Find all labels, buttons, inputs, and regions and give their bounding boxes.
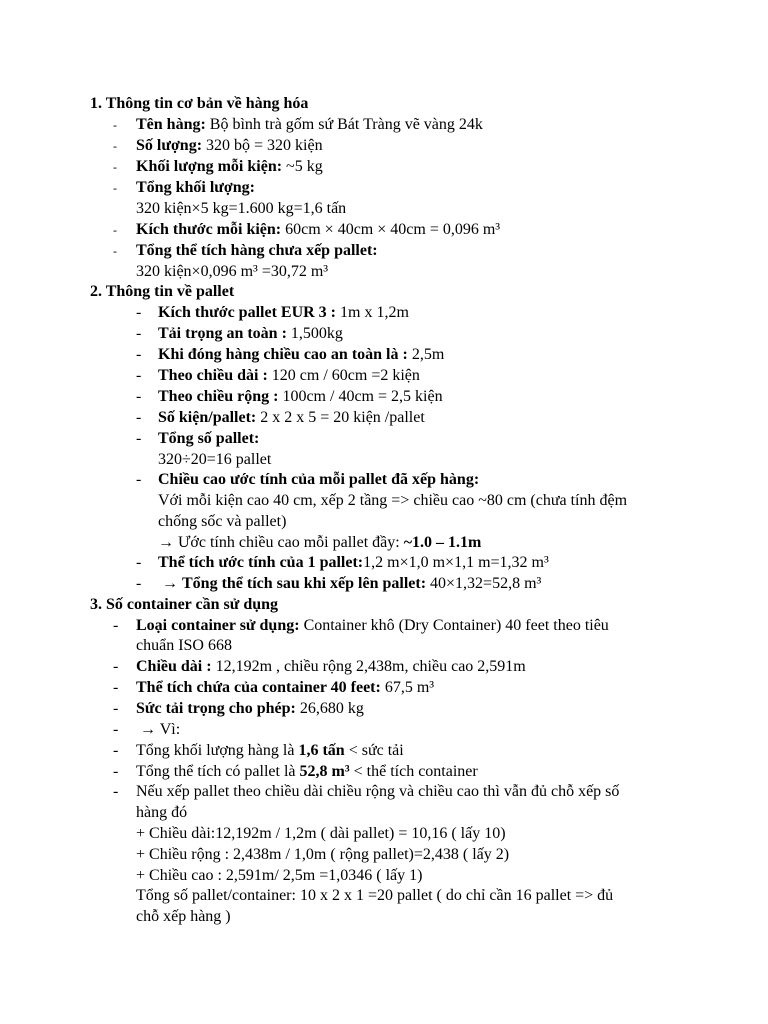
bullet-dash: - <box>136 575 142 592</box>
item-continuation: 320 kiện×0,096 m³ =30,72 m³ <box>136 263 329 280</box>
bullet-dash: - <box>136 554 142 571</box>
item-label: Thể tích ước tính của 1 pallet: <box>158 554 364 571</box>
bullet-dash: - <box>113 783 119 800</box>
item-label: Chiều dài : <box>136 658 212 675</box>
item-value: 2 x 2 x 5 = 20 kiện /pallet <box>256 409 425 426</box>
item-label: Tên hàng: <box>136 116 206 133</box>
item-value: 67,5 m³ <box>380 679 435 696</box>
bullet-dash: - <box>113 139 117 153</box>
item-label: Kích thước pallet EUR 3 : <box>158 304 337 321</box>
section-3-title: 3. Số container cần sử dụng <box>90 596 279 613</box>
estimate-value: ~1.0 – 1.1m <box>403 534 482 551</box>
item-value: 1m x 1,2m <box>336 304 409 321</box>
item-value: 1,500kg <box>286 325 343 342</box>
item-text: < sức tải <box>344 742 404 759</box>
item-text: Tổng thể tích có pallet là <box>136 763 300 780</box>
bullet-dash: - <box>113 181 117 195</box>
item-value: Container khô (Dry Container) 40 feet theo tiêu <box>299 617 609 634</box>
item-label: Chiều cao ước tính của mỗi pallet đã xếp hàng: <box>158 471 480 488</box>
item-continuation: hàng đó <box>136 804 188 821</box>
item-value: Bộ bình trà gốm sứ Bát Tràng vẽ vàng 24k <box>205 116 483 133</box>
bullet-dash: - <box>136 346 142 363</box>
item-value: 1,2 m×1,0 m×1,1 m=1,32 m³ <box>363 554 549 571</box>
item-label: Theo chiều rộng : <box>158 388 279 405</box>
bullet-dash: - <box>136 367 142 384</box>
item-value: 100cm / 40cm = 2,5 kiện <box>278 388 443 405</box>
item-value: 12,192m , chiều rộng 2,438m, chiều cao 2,591m <box>211 658 526 675</box>
item-label: Kích thước mỗi kiện: <box>136 221 282 238</box>
item-value: 26,680 kg <box>295 700 364 717</box>
bullet-dash: - <box>113 700 119 717</box>
item-text: Tổng khối lượng hàng là <box>136 742 299 759</box>
estimate-arrow-text: → Ước tính chiều cao mỗi pallet đầy: <box>158 534 404 551</box>
item-value: 40×1,32=52,8 m³ <box>426 575 542 592</box>
item-text: Nếu xếp pallet theo chiều dài chiều rộng và chiều cao thì vẫn đủ chỗ xếp số <box>136 783 620 800</box>
item-label: Tổng thể tích hàng chưa xếp pallet: <box>136 242 378 259</box>
item-continuation: chỗ xếp hàng ) <box>136 908 231 925</box>
calc-length: + Chiều dài:12,192m / 1,2m ( dài pallet) = 10,16 ( lấy 10) <box>136 825 506 842</box>
bullet-dash: - <box>113 721 119 738</box>
item-label: Tải trọng an toàn : <box>158 325 287 342</box>
section-1-title: 1. Thông tin cơ bản về hàng hóa <box>90 95 309 112</box>
item-label: Thể tích chứa của container 40 feet: <box>136 679 381 696</box>
calc-height: + Chiều cao : 2,591m/ 2,5m =1,0346 ( lấy 1) <box>136 867 423 884</box>
item-continuation: Với mỗi kiện cao 40 cm, xếp 2 tầng => chiều cao ~80 cm (chưa tính đệm <box>158 492 628 509</box>
item-label: Tổng khối lượng: <box>136 179 255 196</box>
bullet-dash: - <box>136 388 142 405</box>
bullet-dash: - <box>136 471 142 488</box>
bullet-dash: - <box>136 430 142 447</box>
item-bold-value: 52,8 m³ <box>299 763 350 780</box>
bullet-dash: - <box>113 617 119 634</box>
item-continuation: 320÷20=16 pallet <box>158 451 272 468</box>
item-continuation: 320 kiện×5 kg=1.600 kg=1,6 tấn <box>136 200 347 217</box>
bullet-dash: - <box>113 160 117 174</box>
arrow-prefix: → <box>158 575 182 592</box>
reason-arrow-text: → Vì: <box>136 721 181 738</box>
item-label: Khối lượng mỗi kiện: <box>136 158 283 175</box>
bullet-dash: - <box>113 118 117 132</box>
item-value: 320 bộ = 320 kiện <box>202 137 323 154</box>
bullet-dash: - <box>136 409 142 426</box>
item-label: Tổng số pallet: <box>158 430 260 447</box>
item-label: Sức tải trọng cho phép: <box>136 700 296 717</box>
bullet-dash: - <box>113 244 117 258</box>
bullet-dash: - <box>113 223 117 237</box>
bullet-dash: - <box>113 763 119 780</box>
item-label: Khi đóng hàng chiều cao an toàn là : <box>158 346 408 363</box>
item-value: ~5 kg <box>282 158 323 175</box>
item-value: 120 cm / 60cm =2 kiện <box>267 367 420 384</box>
calc-width: + Chiều rộng : 2,438m / 1,0m ( rộng pallet)=2,438 ( lấy 2) <box>136 846 510 863</box>
item-value: 60cm × 40cm × 40cm = 0,096 m³ <box>281 221 501 238</box>
item-text: < thể tích container <box>349 763 478 780</box>
item-bold-value: 1,6 tấn <box>298 742 345 759</box>
bullet-dash: - <box>113 679 119 696</box>
bullet-dash: - <box>136 325 142 342</box>
bullet-dash: - <box>113 658 119 675</box>
item-label: Loại container sử dụng: <box>136 617 300 634</box>
item-label: Số kiện/pallet: <box>158 409 257 426</box>
item-continuation: chống sốc và pallet) <box>158 513 287 530</box>
item-label: Theo chiều dài : <box>158 367 268 384</box>
item-label: Số lượng: <box>136 137 203 154</box>
calc-total: Tổng số pallet/container: 10 x 2 x 1 =20 pallet ( do chỉ cần 16 pallet => đủ <box>136 887 614 904</box>
item-continuation: chuẩn ISO 668 <box>136 637 232 654</box>
bullet-dash: - <box>113 742 119 759</box>
bullet-dash: - <box>136 304 142 321</box>
item-label: Tổng thể tích sau khi xếp lên pallet: <box>182 575 427 592</box>
item-value: 2,5m <box>407 346 445 363</box>
section-2-title: 2. Thông tin về pallet <box>90 283 235 300</box>
